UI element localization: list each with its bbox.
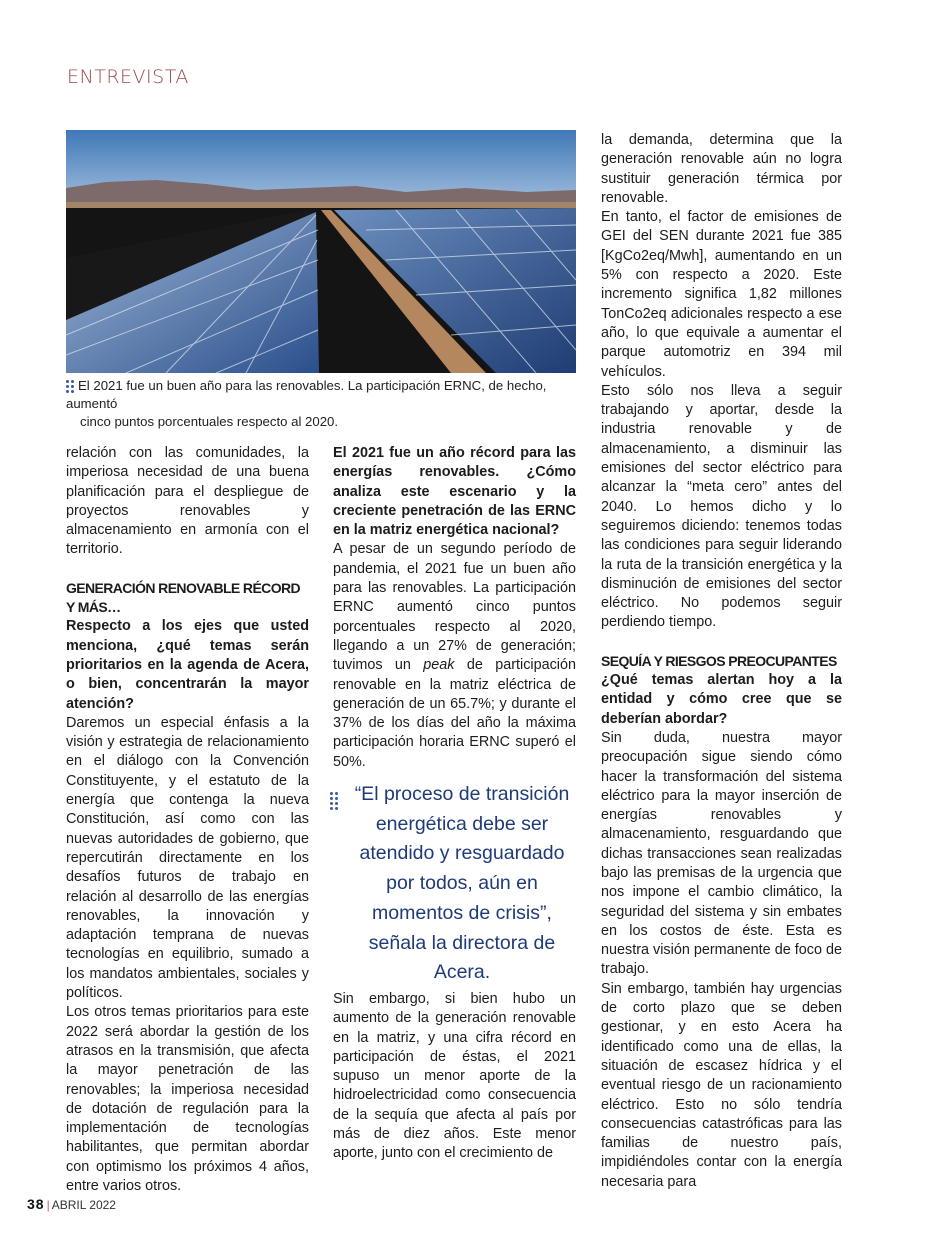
interview-question: Respecto a los ejes que usted menciona, ¿qué temas serán prioritarios en la agenda de Acera, o bien, concentrarán la mayor atención? [66,618,309,712]
column-3 [601,131,842,1192]
paragraph: la demanda, determina que la generación renovable aún no logra sustituir generación térmica por renovable. [601,132,842,206]
page-footer [27,1196,116,1212]
section-heading: GENERACIÓN RENOVABLE RÉCORD Y MÁS… [66,579,301,616]
paragraph: Sin embargo, también hay urgencias de corto plazo que se deben gestionar, y en esto Acera ha identificado como una de ellas, la situación de escasez hídrica y el eventual riesgo de un racionamiento eléctrico. Esto no sólo tendría consecuencias catastróficas para las familias de nuestro país, impidiéndoles contar con la energía necesaria para [601,980,842,1190]
column-2 [333,444,576,772]
pull-quote [330,780,580,988]
section-heading: SEQUÍA Y RIESGOS PREOCUPANTES [601,652,837,669]
interview-question: ¿Qué temas alertan hoy a la entidad y cómo cree que se deberían abordar? [601,672,842,727]
paragraph: Daremos un especial énfasis a la visión y estrategia de relacionamiento en el diálogo con la Convención Constituyente, y el estatuto de la energía que contenga la nueva Constitución, así como con las nuevas autoridades de gobierno, que repercutirán directamente en los desafíos futuros de trabajo en relación al desarrollo de las energías renovables, la innovación y adaptación temprana de nuevas tecnologías en equilibrio, sumado a los mandatos ambientales, sociales y políticos. [66,714,309,1002]
paragraph: En tanto, el factor de emisiones de GEI del SEN durante 2021 fue 385 [KgCo2eq/Mwh], aumentando en un 5% con respecto a 2020. Este incremento significa 1,82 millones TonCo2eq adicionales respecto a ese año, lo que equivale a aumentar el parque automotriz en 394 mil vehículos. [601,209,842,380]
bullet-dots-icon [330,786,338,816]
interview-question: El 2021 fue un año récord para las energías renovables. ¿Cómo analiza este escenario y la creciente penetración de las ERNC en la matriz energética nacional? [333,445,576,539]
pull-quote-text: “El proceso de transición energética debe ser atendido y resguardado por todos, aún en momentos de crisis”, señala la directora de Acera. [354,783,570,984]
solar-panels-photo [66,130,576,373]
paragraph: Los otros temas prioritarios para este 2022 será abordar la gestión de los atrasos en la transmisión, que afecta la mayor penetración de las renovables; la imperiosa necesidad de dotación de regulación para la implementación de tecnologías habilitantes, que permitan abordar con optimismo los próximos 4 años, entre varios otros. [66,1004,309,1194]
issue-date: ABRIL 2022 [51,1198,116,1212]
paragraph: relación con las comunidades, la imperiosa necesidad de una buena planificación para el despliegue de proyectos renovables y almacenamiento en armonía con el territorio. [66,445,309,558]
paragraph: Esto sólo nos lleva a seguir trabajando y aportar, desde la industria renovable y de almacenamiento, a disminuir las emisiones del sector eléctrico para alcanzar la “meta cero” antes del 2040. Lo hemos dicho y lo seguiremos diciendo: tenemos todas las condiciones para seguir liderando la ruta de la transición energética y la disminución de emisiones del sector eléctrico. No podemos seguir perdiendo tiempo. [601,382,842,631]
emphasis: peak [423,657,455,674]
page-number: 38 [27,1196,45,1212]
section-label: ENTREVISTA [67,66,189,88]
column-2-continued [333,990,576,1164]
paragraph: Sin duda, nuestra mayor preocupación sigue siendo cómo hacer la transformación del sistema eléctrico para la mayor inserción de energías renovables y almacenamiento, resguardando que dichas transacciones sean realizadas bajo las premisas de la urgencia que nos impone el cambio climático, la seguridad del sistema y sin embates en los costos de éste. Esta es nuestra visión permanente de foco de trabajo. [601,729,842,978]
photo-caption [66,377,586,431]
bullet-dots-icon [66,377,78,395]
divider: | [46,1198,50,1212]
caption-line-2: cinco puntos porcentuales respecto al 2020. [80,414,339,429]
caption-line-1: El 2021 fue un buen año para las renovables. La participación ERNC, de hecho, aumentó [66,378,547,411]
paragraph: A pesar de un segundo período de pandemia, el 2021 fue un buen año para las renovables. La participación ERNC aumentó cinco puntos porcentuales respecto al 2020, llegando a un 27% de generación; tuvimos un peak de participación renovable en la matriz eléctrica de generación de un 65.7%; y durante el 37% de los días del año la máxima participación horaria ERNC superó el 50%. [333,541,576,770]
paragraph: Sin embargo, si bien hubo un aumento de la generación renovable en la matriz, y una cifra récord en participación de éstas, el 2021 supuso un menor aporte de la hidroelectricidad como consecuencia de la sequía que afecta al país por más de diez años. Este menor aporte, junto con el crecimiento de [333,991,576,1162]
column-1 [66,444,309,1196]
